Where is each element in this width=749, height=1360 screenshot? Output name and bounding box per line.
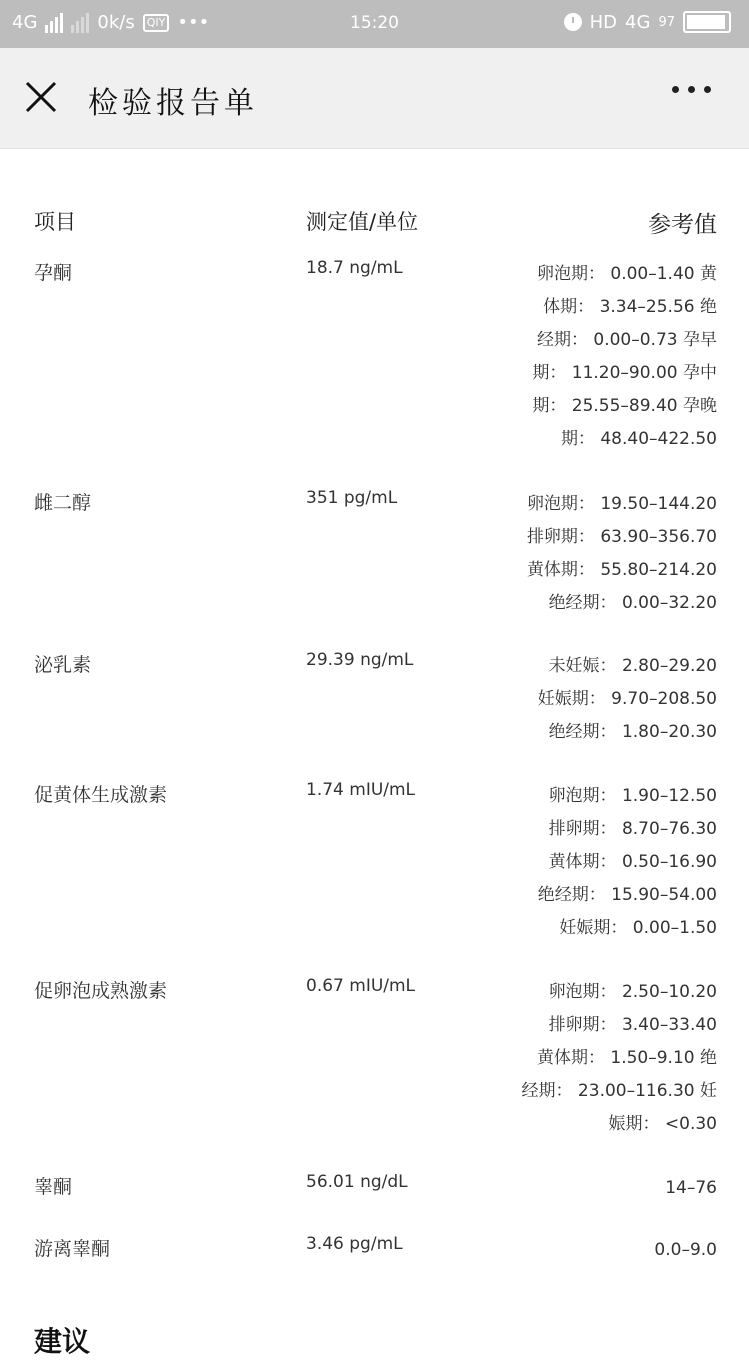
title-bar: [0, 48, 749, 149]
item-value: 351 pg/mL: [306, 488, 398, 508]
column-header-item: 项目: [34, 210, 76, 234]
battery-icon: [683, 11, 731, 33]
alarm-icon: [564, 13, 582, 31]
item-name: 游离睾酮: [34, 1238, 111, 1260]
table-row: [0, 488, 749, 650]
item-name: 促黄体生成激素: [34, 784, 168, 806]
item-reference: 0.0–9.0: [654, 1240, 717, 1260]
item-reference: 卵泡期： 0.00–1.40 黄 体期： 3.34–25.56 绝 经期： 0.00–0.73 孕早 期： 11.20–90.00 孕中 期： 25.55–89.40 孕晚 期： 48.40–422.50: [532, 264, 717, 449]
more-menu-icon[interactable]: [672, 86, 711, 93]
table-row: [0, 1234, 749, 1296]
item-reference: 未妊娠： 2.80–29.20 妊娠期： 9.70–208.50 绝经期： 1.80–20.30: [537, 656, 717, 742]
item-reference: 卵泡期： 1.90–12.50 排卵期： 8.70–76.30 黄体期： 0.50–16.90 绝经期： 15.90–54.00 妊娠期： 0.00–1.50: [537, 786, 717, 938]
page-title: 检验报告单: [88, 86, 258, 121]
item-reference: 卵泡期： 2.50–10.20 排卵期： 3.40–33.40 黄体期： 1.50–9.10 绝 经期： 23.00–116.30 妊 娠期： <0.30: [521, 982, 717, 1134]
network-type: 4G: [12, 12, 38, 33]
close-icon[interactable]: [24, 80, 58, 114]
table-row: [0, 976, 749, 1172]
report-table: [0, 148, 749, 1358]
item-name: 孕酮: [34, 262, 73, 284]
column-header-reference: 参考值: [648, 212, 717, 238]
table-row: [0, 650, 749, 780]
status-right: [564, 11, 731, 33]
status-time: 15:20: [350, 13, 399, 33]
item-value: 1.74 mIU/mL: [306, 780, 416, 800]
app-badge-icon: QIY: [143, 14, 170, 32]
item-name: 睾酮: [34, 1176, 73, 1198]
network-speed: 0k/s: [97, 12, 135, 33]
table-row: [0, 258, 749, 488]
item-value: 18.7 ng/mL: [306, 258, 403, 278]
item-value: 3.46 pg/mL: [306, 1234, 403, 1254]
item-value: 0.67 mIU/mL: [306, 976, 416, 996]
item-name: 泌乳素: [34, 654, 92, 676]
item-value: 29.39 ng/mL: [306, 650, 414, 670]
item-name: 促卵泡成熟激素: [34, 980, 168, 1002]
item-name: 雌二醇: [34, 492, 92, 514]
battery-level: 97: [658, 14, 675, 30]
network-type-2: 4G: [625, 11, 651, 33]
status-bar: [0, 0, 749, 48]
item-reference: 卵泡期： 19.50–144.20 排卵期： 63.90–356.70 黄体期： 55.80–214.20 绝经期： 0.00–32.20: [526, 494, 717, 613]
table-header: [0, 148, 749, 258]
column-header-value: 测定值/单位: [306, 210, 419, 234]
notification-more-icon: •••: [177, 12, 210, 33]
item-reference: 14–76: [665, 1178, 717, 1198]
item-value: 56.01 ng/dL: [306, 1172, 408, 1192]
advice-title: 建议: [34, 1325, 91, 1358]
hd-label: HD: [589, 11, 618, 33]
table-row: [0, 1172, 749, 1234]
table-row: [0, 780, 749, 976]
